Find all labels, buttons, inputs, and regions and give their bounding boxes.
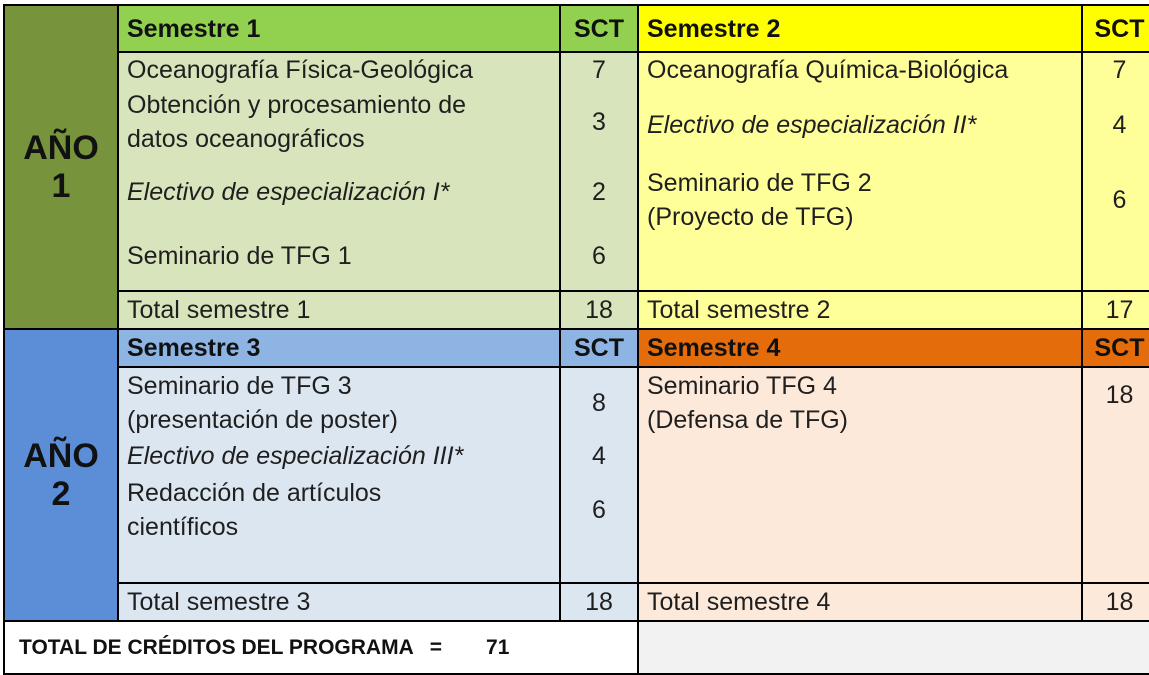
course-credits: 6: [592, 241, 606, 270]
course-credits: 18: [1105, 381, 1134, 409]
course-name: Oceanografía Física-Geológica: [127, 56, 474, 84]
course-credits: 2: [592, 177, 606, 206]
year-2-label: [5, 330, 117, 620]
semester-4-title: Semestre 4: [639, 330, 1081, 366]
course-name: Oceanografía Química-Biológica: [647, 56, 1009, 84]
semester-3-total-label: Total semestre 3: [119, 584, 559, 620]
semester-4-total-value: 18: [1083, 584, 1149, 620]
semester-1-courses: [119, 53, 559, 290]
curriculum-table: [3, 4, 1149, 675]
program-total-equals: =: [429, 635, 443, 659]
course-credits: 8: [592, 389, 606, 417]
course-name: Seminario TFG 4 (Defensa de TFG): [647, 372, 849, 434]
semester-1-total-label: Total semestre 1: [119, 292, 559, 328]
semester-1-credits: [561, 53, 637, 290]
program-total: [5, 622, 637, 673]
course-credits: 7: [592, 56, 606, 84]
semester-3-sct-header: SCT: [561, 330, 637, 366]
semester-3-credits: [561, 368, 637, 582]
year-2-label-line2: 2: [51, 475, 71, 513]
semester-2-total-label: Total semestre 2: [639, 292, 1081, 328]
year-1-label-line2: 1: [51, 167, 71, 205]
course-name: Obtención y procesamiento de datos oceanográficos: [127, 90, 467, 153]
course-credits: 4: [592, 442, 606, 470]
year-1-label-line1: AÑO: [23, 129, 99, 167]
semester-1-title: Semestre 1: [119, 6, 559, 51]
semester-2-title: Semestre 2: [639, 6, 1081, 51]
course-credits: 3: [592, 107, 606, 136]
semester-2-courses: [639, 53, 1081, 290]
course-name: Electivo de especialización I*: [127, 177, 450, 206]
course-credits: 7: [1112, 56, 1127, 84]
course-name: Seminario de TFG 2 (Proyecto de TFG): [647, 169, 872, 231]
semester-3-total-value: 18: [561, 584, 637, 620]
course-name: Seminario de TFG 1: [127, 241, 352, 270]
semester-1-sct-header: SCT: [561, 6, 637, 51]
course-name: Redacción de artículos científicos: [127, 479, 382, 541]
course-credits: 6: [592, 496, 606, 524]
semester-4-total-label: Total semestre 4: [639, 584, 1081, 620]
semester-1-total-value: 18: [561, 292, 637, 328]
semester-4-sct-header: SCT: [1083, 330, 1149, 366]
year-2-label-line1: AÑO: [23, 437, 99, 475]
semester-3-courses: [119, 368, 559, 582]
course-credits: 6: [1112, 186, 1127, 214]
course-name: Electivo de especialización II*: [647, 110, 977, 139]
empty-cell: [639, 622, 1149, 673]
program-total-value: 71: [486, 635, 510, 659]
course-name: Electivo de especialización III*: [127, 442, 464, 470]
semester-4-credits: [1083, 368, 1149, 582]
course-name: Seminario de TFG 3 (presentación de poster): [127, 372, 398, 434]
program-total-label: TOTAL DE CRÉDITOS DEL PROGRAMA: [19, 635, 414, 659]
course-credits: 4: [1112, 110, 1127, 139]
semester-2-credits: [1083, 53, 1149, 290]
year-1-label: [5, 6, 117, 328]
semester-2-sct-header: SCT: [1083, 6, 1149, 51]
semester-4-courses: [639, 368, 1081, 582]
semester-3-title: Semestre 3: [119, 330, 559, 366]
semester-2-total-value: 17: [1083, 292, 1149, 328]
